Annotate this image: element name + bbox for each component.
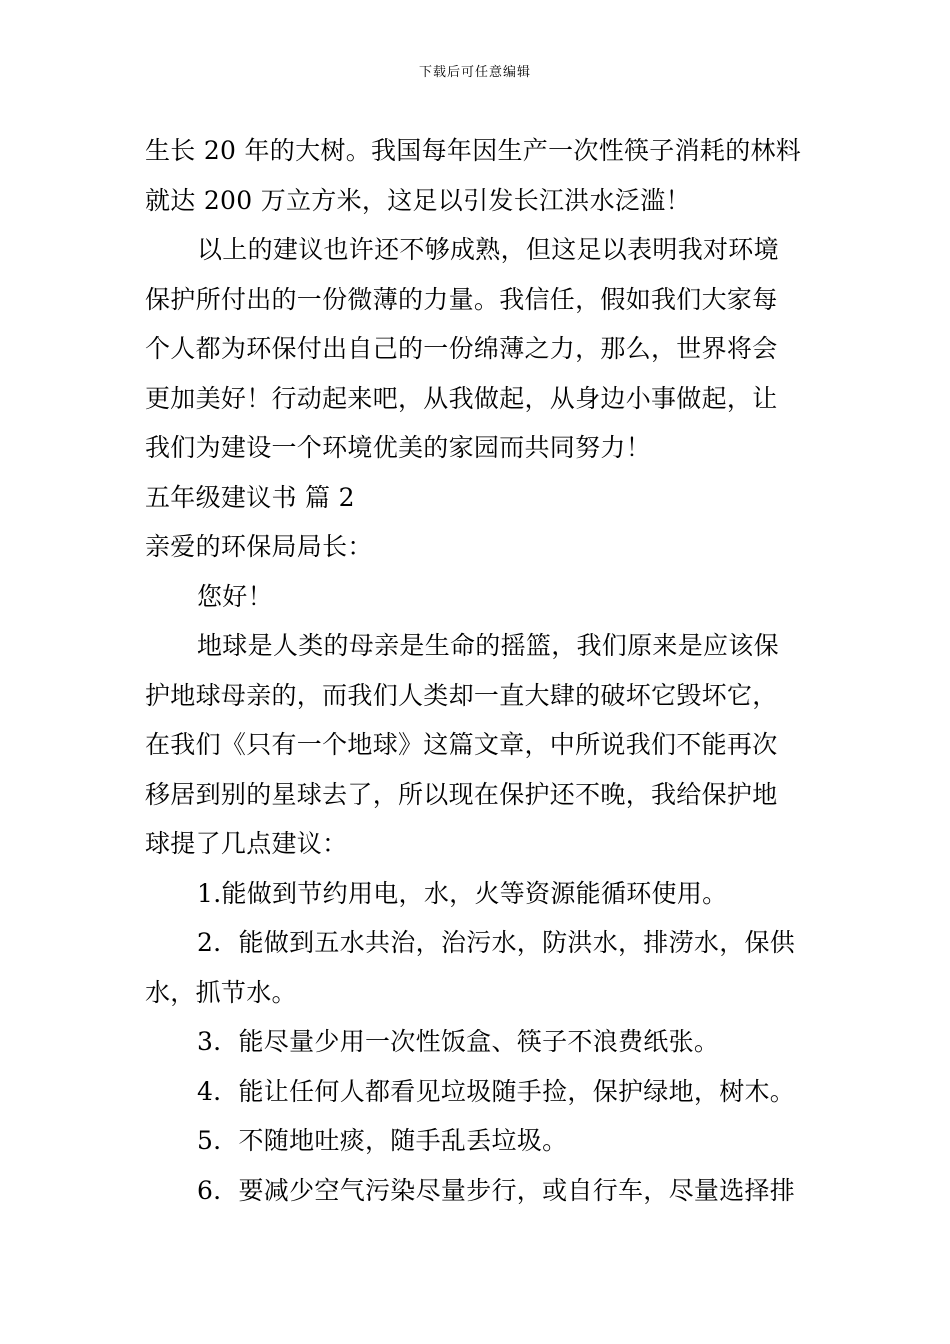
text-line: 生长 20 年的大树。我国每年因生产一次性筷子消耗的林料 (145, 136, 802, 165)
text-line: 球提了几点建议： (145, 829, 348, 858)
text-line: 就达 200 万立方米，这足以引发长江洪水泛滥！ (145, 185, 691, 215)
section-heading: 五年级建议书 篇 2 (145, 482, 355, 512)
suggestion-item: 6．要减少空气污染尽量步行，或自行车，尽量选择排 (197, 1175, 796, 1205)
suggestion-item: 4．能让任何人都看见垃圾随手捡，保护绿地，树木。 (197, 1076, 796, 1106)
text-line: 护地球母亲的，而我们人类却一直大肆的破坏它毁坏它， (145, 680, 778, 710)
text-line: 移居到别的星球去了，所以现在保护还不晚，我给保护地 (145, 779, 778, 809)
text-line: 在我们《只有一个地球》这篇文章，中所说我们不能再次 (145, 730, 778, 759)
text-line: 个人都为环保付出自己的一份绵薄之力，那么，世界将会 (145, 334, 778, 363)
text-line: 水，抓节水。 (145, 977, 297, 1007)
suggestion-item: 5．不随地吐痰，随手乱丢垃圾。 (197, 1126, 568, 1155)
salutation: 亲爱的环保局局长： (145, 532, 373, 561)
text-line: 更加美好！行动起来吧，从我做起，从身边小事做起，让 (145, 383, 778, 413)
text-line: 保护所付出的一份微薄的力量。我信任，假如我们大家每 (145, 284, 778, 314)
document-body (145, 126, 809, 1215)
greeting: 您好！ (197, 581, 273, 611)
paragraph-start-line: 以上的建议也许还不够成熟，但这足以表明我对环境 (197, 235, 779, 264)
suggestion-item: 3．能尽量少用一次性饭盒、筷子不浪费纸张。 (197, 1027, 720, 1056)
paragraph-start-line: 地球是人类的母亲是生命的摇篮，我们原来是应该保 (197, 631, 779, 660)
text-line: 我们为建设一个环境优美的家园而共同努力！ (145, 433, 652, 462)
page-header-note: 下载后可任意编辑 (418, 65, 531, 80)
suggestion-item: 1.能做到节约用电，水，火等资源能循环使用。 (197, 878, 728, 908)
suggestion-item: 2．能做到五水共治，治污水，防洪水，排涝水，保供 (197, 928, 796, 957)
